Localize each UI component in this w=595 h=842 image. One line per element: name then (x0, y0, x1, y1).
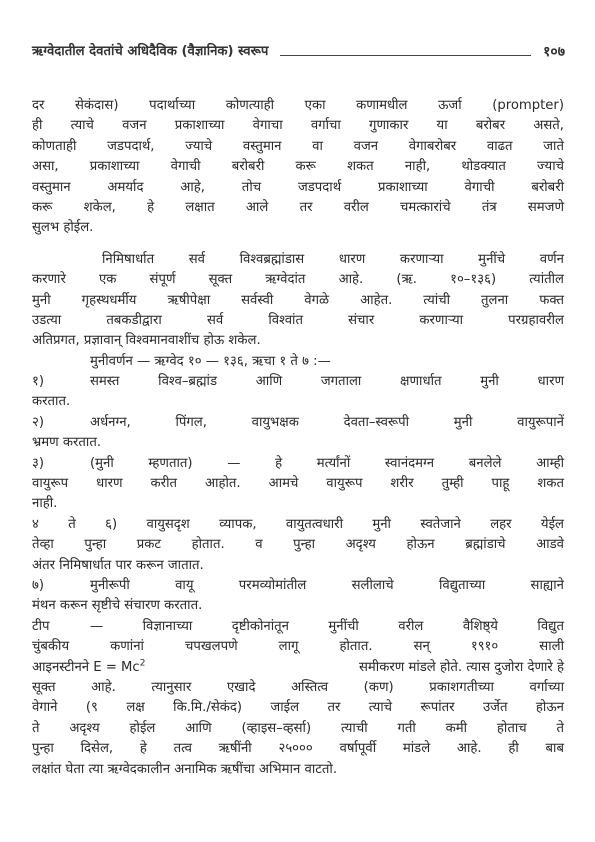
item-continuation: भ्रमण करतात. (32, 435, 102, 451)
item-continuation: करतात. (32, 394, 71, 410)
text-line: निमिषार्धात सर्व विश्वब्रह्मांडास धारण करणाऱ्या मुनींचे वर्णन (102, 251, 564, 267)
equation-text (32, 658, 145, 678)
text-line: वेगाने (९ लक्ष कि.मि./सेकंद) जाईल तर त्याचे रूपांतर उर्जेत होऊन (32, 700, 564, 716)
text-line: दर सेकंदास) पदार्थाच्या कोणत्याही एका कणामधील ऊर्जा (prompter) (32, 98, 564, 113)
running-header (32, 44, 565, 60)
text-line: वस्तुमान अमर्याद आहे, तोच जडपदार्थ प्रकाशाच्या वेगाची बरोबरी (32, 179, 564, 195)
text-line: पुन्हा दिसेल, हे तत्व ऋषींनी २५००० वर्षापूर्वी मांडले आहे. ही बाब (32, 741, 564, 757)
item-number: ३) (32, 455, 45, 471)
item-text: (मुनी म्हणतात) — हे मर्त्यांनों स्वानंदमग्न बनलेले आम्ही (90, 455, 564, 471)
header-title: ऋग्वेदातील देवतांचे अधिदैविक (वैज्ञानिक) स्वरूप (32, 44, 269, 59)
equation-exponent: 2 (139, 658, 146, 669)
note-label: टीप (32, 618, 50, 634)
note-first-line (32, 617, 564, 637)
item-number: १) (32, 374, 45, 390)
note-text: — विज्ञानाच्या दृष्टीकोनांतून मुनींची वरील वैशिष्ठ्ये विद्युत (90, 618, 564, 634)
list-item (32, 372, 564, 392)
text-line: लक्षांत घेता त्या ऋग्वेदकालीन अनामिक ऋषींचा अभिमान वाटतो. (32, 761, 338, 777)
text-line: असा, प्रकाशाच्या वेगाची बरोबरी करू शकत नाही, थोडक्यात ज्याचे (32, 159, 564, 175)
item-number: ७) (32, 577, 45, 593)
list-item (32, 413, 564, 433)
item-text: समस्त विश्व–ब्रह्मांड आणि जगताला क्षणार्धात मुनी धारण (90, 374, 564, 390)
item-continuation: मंथन करून सृष्टीचे संचारण करतात. (32, 598, 203, 614)
item-continuation: वायुरूप धारण करीत आहोत. आमचे वायुरूप शरीर तुम्ही पाहू शकत (32, 476, 564, 492)
item-text: मुनीरूपी वायू परमव्योमांतील सलीलाचे विद्युताच्या साह्याने (90, 577, 564, 593)
text-line: सुलभ होईल. (32, 220, 94, 236)
text-line: सूक्त आहे. त्यानुसार एखादे अस्तित्व (कण) प्रकाशगतीच्या वर्गाच्या (32, 679, 564, 695)
item-4-6-line: तेव्हा पुन्हा प्रकट होतात. व पुन्हा अदृश्य होऊन ब्रह्मांडाचे आडवे (32, 537, 564, 553)
list-item (32, 454, 564, 474)
item-4-6-line: अंतर निमिषार्धात पार करून जातात. (32, 557, 204, 573)
header-rule (280, 55, 531, 56)
equation-tail: समीकरण मांडले होते. त्यास दुजोरा देणारे हे (358, 659, 564, 675)
paragraph-energy (32, 96, 564, 239)
paragraph-gap (32, 239, 564, 250)
item-text: अर्धनग्न, पिंगल, वायुभक्षक देवता–स्वरूपी मुनी वायुरूपानें (90, 414, 564, 430)
text-line: मुनी गृहस्थधर्मीय ऋषीपेक्षा सर्वस्वी वेगळे आहेत. त्यांची तुलना फक्त (32, 292, 564, 308)
paragraph-muni-sukta (32, 250, 564, 352)
list-item (32, 576, 564, 596)
item-number: २) (32, 414, 45, 430)
text-line: कोणताही जडपदार्थ, ज्याचे वस्तुमान वा वजन वेगाबरोबर वाढत जाते (32, 138, 564, 154)
text-line: करणारे एक संपूर्ण सूक्त ऋग्वेदांत आहे. (ऋ. १०–१३६) त्यांतील (32, 272, 564, 288)
text-line: अतिप्रगत, प्रज्ञावान् विश्वमानवाशींच होऊ शकेल. (32, 333, 261, 349)
text-line: ही त्याचे वजन प्रकाशाच्या वेगाचा वर्गाचा गुणाकार या बरोबर असते, (32, 118, 564, 134)
equation-lead: आइनस्टीनने E = Mc (32, 659, 140, 675)
muni-heading: मुनीवर्णन — ऋग्वेद १० — १३६, ऋचा १ ते ७ :— (90, 353, 331, 369)
item-4-6-line: ४ ते ६) वायुसदृश व्यापक, वायुतत्वधारी मुनी स्वतेजाने लहर येईल (32, 516, 564, 532)
text-line: करू शकेल, हे लक्षात आले तर वरील चमत्कारांचे तंत्र समजणे (32, 199, 564, 215)
text-line: चुंबकीय कणांनां चपखलपणे लागू होतात. सन् १९१० साली (32, 639, 564, 655)
einstein-equation-line (32, 658, 564, 678)
page-body (32, 96, 564, 780)
text-line: उडत्या तबकडीद्वारा सर्व विश्वांत संचार करणाऱ्या परग्रहावरील (32, 312, 564, 328)
text-line: ते अदृश्य होईल आणि (व्हाइस–व्हर्सा) त्याची गती कमी होताच ते (32, 720, 564, 736)
item-continuation: नाही. (32, 496, 58, 512)
page-number: १०७ (543, 44, 565, 60)
note-block (32, 617, 564, 780)
verse-list (32, 372, 564, 617)
